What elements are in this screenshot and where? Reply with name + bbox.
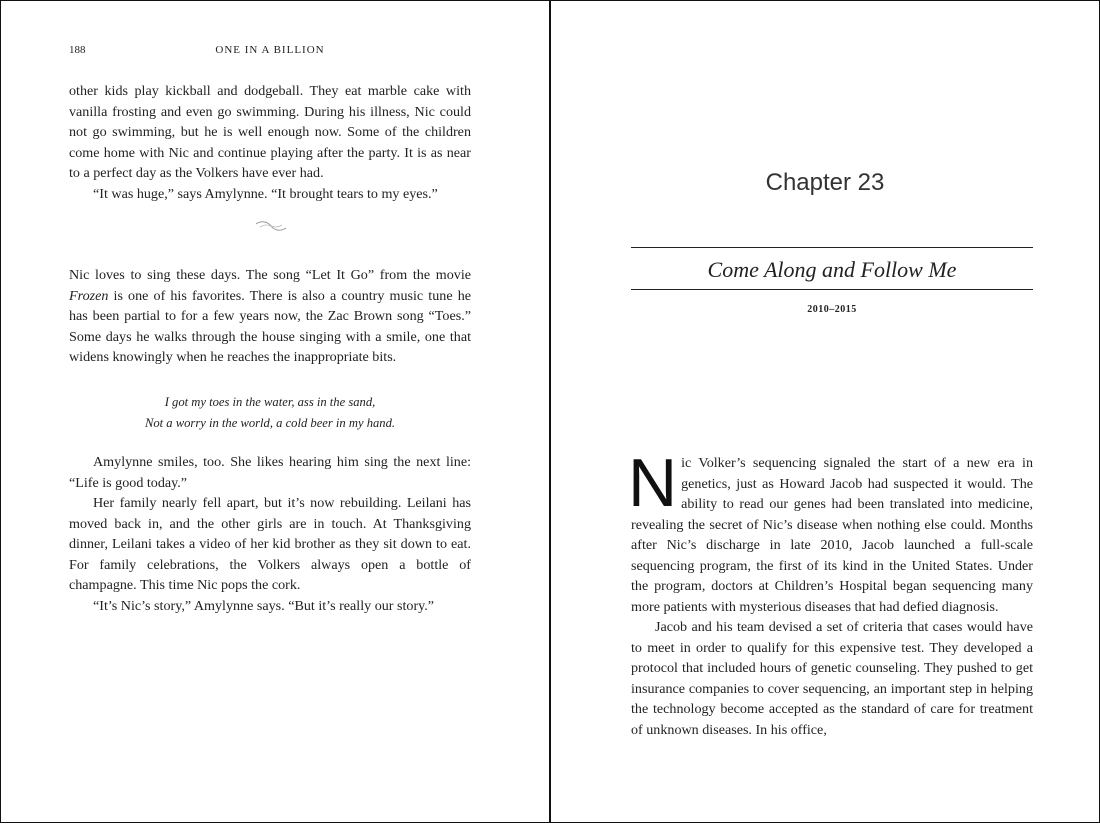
text-block-bottom [69,452,471,616]
text-block-top [69,81,471,204]
running-head [69,44,471,60]
paragraph: Amylynne smiles, too. She likes hearing him sing the next line: “Life is good today.” [69,454,471,491]
drop-cap: N [628,445,678,521]
title-rule-bottom [631,289,1033,290]
page-number: 188 [69,44,86,56]
paragraph: other kids play kickball and dodgeball. They eat marble cake with vanilla frosting and even go swimming. During his illness, Nic could not go swimming, but he is well enough now. Some of the children come home with Nic and continue playing after the party. It is as near to a perfect day as the Volkers have ever had. [69,83,471,181]
title-rule-top [631,247,1033,248]
paragraph [628,445,1033,617]
paragraph [69,265,471,368]
verse-line: I got my toes in the water, ass in the sand, [164,395,376,409]
verse-line: Not a worry in the world, a cold beer in my hand. [144,415,396,430]
paragraph-text: Nic loves to sing these days. The song “Let It Go” from the movie [69,267,471,283]
chapter-title: Come Along and Follow Me [707,257,957,282]
chapter-dates: 2010–2015 [807,304,857,315]
chapter-label: Chapter 23 [765,169,885,196]
paragraph-text: ic Volker’s sequencing signaled the start of a new era in genetics, just as Howard Jacob had suspected it would. The ability to read our genes had been translated into medicine, revealing the secret of Nic’s disease when nothing else could. Months after Nic’s discharge in late 2010, Jacob launched a full-scale sequencing program, the first of its kind in the United States. Under the program, doctors at Children’s Hospital began sequencing many more patients with mysterious diseases that had defied diagnosis. [631,455,1033,615]
left-page [0,0,550,823]
movie-title: Frozen [69,287,109,304]
right-page [550,0,1100,823]
paragraph: Jacob and his team devised a set of criteria that cases would have to meet in order to qualify for this expensive test. They developed a protocol that included hours of genetic counseling. They pushed to get insurance companies to cover sequencing, an important step in helping the technology become accepted as the standard of care for treatment of unknown diseases. In his office, [631,619,1033,738]
paragraph: Her family nearly fell apart, but it’s now rebuilding. Leilani has moved back in, and the other girls are in touch. At Thanksgiving dinner, Leilani takes a video of her kid brother as they sit down to eat. For family celebrations, the Volkers always open a bottle of champagne. This time Nic pops the cork. [69,495,471,593]
paragraph: “It was huge,” says Amylynne. “It brought tears to my eyes.” [93,185,438,202]
paragraph: “It’s Nic’s story,” Amylynne says. “But it’s really our story.” [93,597,435,614]
chapter-body [628,445,1033,740]
running-title: ONE IN A BILLION [215,44,325,56]
paragraph-text: is one of his favorites. There is also a country music tune he has been partial to for a few years now, the Zac Brown song “Toes.” Some days he walks through the house singing with a smile, one that widens knowingly when he reaches the inappropriate bits. [69,287,471,365]
section-ornament-icon [254,219,288,233]
text-block-middle [69,265,471,368]
song-verse [69,392,471,433]
